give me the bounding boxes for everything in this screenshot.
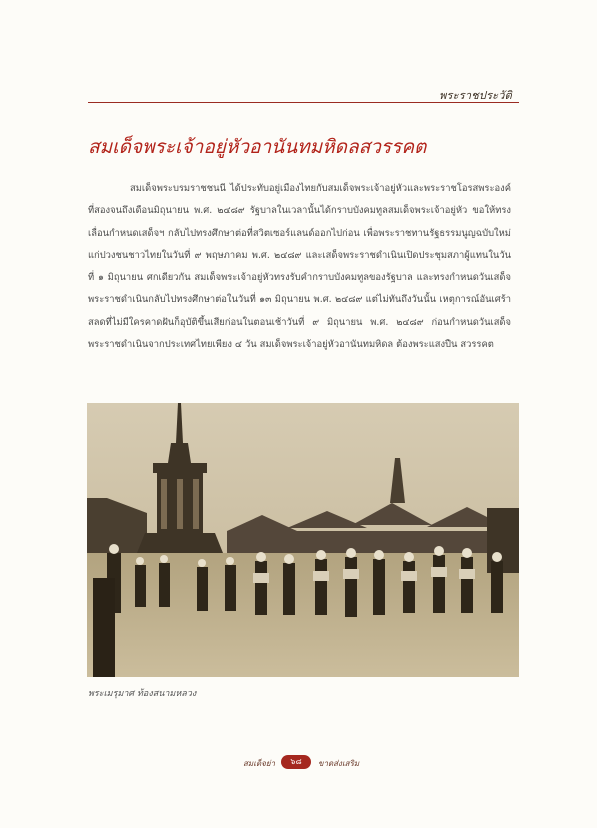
chapter-title: สมเด็จพระเจ้าอยู่หัวอานันทมหิดลสวรรคต (88, 136, 427, 158)
page-number-badge: ๖๘ (281, 755, 311, 769)
footer-left-text: สมเด็จย่า (243, 759, 275, 768)
footer-right-text: ขาดส่งเสริม (318, 759, 360, 768)
figure-caption: พระเมรุมาศ ท้องสนามหลวง (88, 689, 197, 699)
body-paragraph: สมเด็จพระบรมราชชนนี ได้ประทับอยู่เมืองไทยกับสมเด็จพระเจ้าอยู่หัวและพระราชโอรสพระองค์ที่สองจนถึงเดือนมิถุนายน พ.ศ. ๒๔๘๙ รัฐบาลในเวลานั้นได้กราบบังคมทูลสมเด็จพระเจ้าอยู่หัว ขอให้ทรงเลื่อนกำหนดเสด็จฯ กลับไปทรงศึกษาต่อที่สวิตเซอร์แลนด์ออกไปก่อน เพื่อพระราชทานรัฐธรรมนูญฉบับใหม่แก่ปวงชนชาวไทยในวันที่ ๙ พฤษภาคม พ.ศ. ๒๔๘๙ และเสด็จพระราชดำเนินเปิดประชุมสภาผู้แทนในวันที่ ๑ มิถุนายน ศกเดียวกัน สมเด็จพระเจ้าอยู่หัวทรงรับคำกราบบังคมทูลของรัฐบาล และทรงกำหนดวันเสด็จพระราชดำเนินกลับไปทรงศึกษาต่อในวันที่ ๑๓ มิถุนายน พ.ศ. ๒๔๘๙ แต่ไม่ทันถึงวันนั้น เหตุการณ์อันเศร้าสลดที่ไม่มีใครคาดฝันก็อุบัติขึ้นเสียก่อนในตอนเช้าวันที่ ๙ มิถุนายน พ.ศ. ๒๔๘๙ ก่อนกำหนดวันเสด็จพระราชดำเนินจากประเทศไทยเพียง ๔ วัน สมเด็จพระเจ้าอยู่หัวอานันทมหิดล ต้องพระแสงปืน สวรรคต (88, 183, 511, 351)
historical-photo (87, 403, 519, 677)
header-rule (88, 102, 519, 103)
funeral-pyre-photo-illustration (87, 403, 519, 677)
running-head: พระราชประวัติ (439, 89, 512, 102)
body-text (88, 178, 511, 356)
page-footer (0, 755, 597, 771)
